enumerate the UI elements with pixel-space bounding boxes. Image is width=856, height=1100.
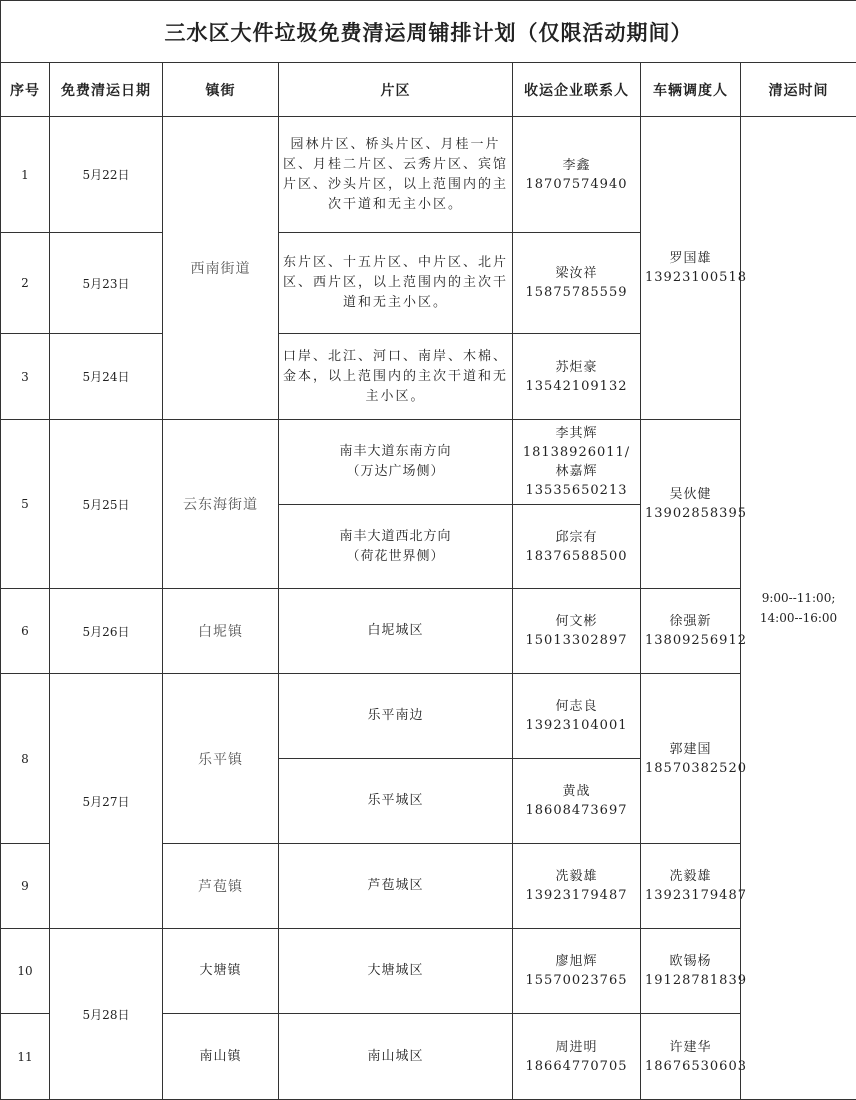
row-contact xyxy=(513,929,641,1014)
page-title: 三水区大件垃圾免费清运周铺排计划（仅限活动期间） xyxy=(1,1,856,63)
row-date: 5月25日 xyxy=(50,420,163,589)
dispatcher-phone: 18676530603 xyxy=(645,1057,736,1076)
header-dispatcher: 车辆调度人 xyxy=(641,63,741,117)
row-contact xyxy=(513,505,641,589)
row-town: 乐平镇 xyxy=(163,674,279,844)
header-company-contact: 收运企业联系人 xyxy=(513,63,641,117)
contact-name: 苏炬豪 xyxy=(517,358,636,377)
row-town: 白坭镇 xyxy=(163,589,279,674)
row-dispatcher xyxy=(641,1014,741,1100)
contact-phone: 13923104001 xyxy=(517,716,636,735)
row-area xyxy=(279,505,513,589)
table-row xyxy=(1,589,856,674)
row-area: 乐平城区 xyxy=(279,759,513,844)
row-dispatcher xyxy=(641,117,741,420)
dispatcher-name: 吴伙健 xyxy=(645,485,736,504)
header-time: 清运时间 xyxy=(741,63,856,117)
contact-phone: 15875785559 xyxy=(517,283,636,302)
row-date: 5月27日 xyxy=(50,674,163,929)
contact-phone: 13542109132 xyxy=(517,377,636,396)
row-area: 口岸、北江、河口、南岸、木棉、金本，以上范围内的主次干道和无主小区。 xyxy=(279,334,513,420)
contact-name: 李鑫 xyxy=(517,156,636,175)
row-index: 3 xyxy=(1,334,50,420)
table-header-row xyxy=(1,63,856,117)
contact-phone: 18138926011/ xyxy=(517,443,636,462)
row-date: 5月22日 xyxy=(50,117,163,233)
header-town: 镇街 xyxy=(163,63,279,117)
contact-phone: 15013302897 xyxy=(517,631,636,650)
row-contact xyxy=(513,1014,641,1100)
dispatcher-phone: 13809256912 xyxy=(645,631,736,650)
contact-phone: 13535650213 xyxy=(517,481,636,500)
row-date: 5月26日 xyxy=(50,589,163,674)
clean-time-afternoon: 14:00--16:00 xyxy=(745,608,852,628)
contact-name: 梁汝祥 xyxy=(517,264,636,283)
row-area xyxy=(279,420,513,505)
row-dispatcher xyxy=(641,589,741,674)
row-area: 芦苞城区 xyxy=(279,844,513,929)
dispatcher-phone: 18570382520 xyxy=(645,759,736,778)
header-index: 序号 xyxy=(1,63,50,117)
dispatcher-name: 许建华 xyxy=(645,1038,736,1057)
row-area: 园林片区、桥头片区、月桂一片区、月桂二片区、云秀片区、宾馆片区、沙头片区，以上范围内的主次干道和无主小区。 xyxy=(279,117,513,233)
table-row xyxy=(1,420,856,505)
area-line: 南丰大道西北方向 xyxy=(283,527,508,547)
row-town: 大塘镇 xyxy=(163,929,279,1014)
contact-name: 林嘉辉 xyxy=(517,462,636,481)
clean-time xyxy=(741,117,856,1100)
table-row xyxy=(1,117,856,233)
row-contact xyxy=(513,844,641,929)
row-area: 白坭城区 xyxy=(279,589,513,674)
row-index: 11 xyxy=(1,1014,50,1100)
row-index: 5 xyxy=(1,420,50,589)
row-date: 5月23日 xyxy=(50,233,163,334)
dispatcher-name: 徐强新 xyxy=(645,612,736,631)
row-dispatcher xyxy=(641,420,741,589)
row-contact xyxy=(513,334,641,420)
row-contact xyxy=(513,589,641,674)
row-contact xyxy=(513,233,641,334)
row-index: 9 xyxy=(1,844,50,929)
row-index: 8 xyxy=(1,674,50,844)
row-contact xyxy=(513,674,641,759)
row-index: 10 xyxy=(1,929,50,1014)
row-area: 南山城区 xyxy=(279,1014,513,1100)
header-date: 免费清运日期 xyxy=(50,63,163,117)
dispatcher-name: 欧锡杨 xyxy=(645,952,736,971)
table-row xyxy=(1,929,856,1014)
dispatcher-name: 郭建国 xyxy=(645,740,736,759)
row-contact xyxy=(513,759,641,844)
contact-phone: 18707574940 xyxy=(517,175,636,194)
row-date: 5月28日 xyxy=(50,929,163,1100)
row-town: 南山镇 xyxy=(163,1014,279,1100)
row-contact xyxy=(513,117,641,233)
area-line: （荷花世界侧） xyxy=(283,547,508,567)
dispatcher-phone: 13923100518 xyxy=(645,268,736,287)
dispatcher-phone: 13923179487 xyxy=(645,886,736,905)
contact-phone: 18608473697 xyxy=(517,801,636,820)
dispatcher-phone: 13902858395 xyxy=(645,504,736,523)
contact-name: 何文彬 xyxy=(517,612,636,631)
contact-name: 黄战 xyxy=(517,782,636,801)
row-dispatcher xyxy=(641,929,741,1014)
header-area: 片区 xyxy=(279,63,513,117)
row-area: 乐平南边 xyxy=(279,674,513,759)
dispatcher-name: 冼毅雄 xyxy=(645,867,736,886)
clean-time-morning: 9:00--11:00; xyxy=(745,588,852,608)
row-date: 5月24日 xyxy=(50,334,163,420)
area-line: （万达广场侧） xyxy=(283,462,508,482)
contact-name: 周进明 xyxy=(517,1038,636,1057)
row-dispatcher xyxy=(641,844,741,929)
contact-phone: 13923179487 xyxy=(517,886,636,905)
row-area: 大塘城区 xyxy=(279,929,513,1014)
dispatcher-name: 罗国雄 xyxy=(645,249,736,268)
contact-name: 冼毅雄 xyxy=(517,867,636,886)
row-area: 东片区、十五片区、中片区、北片区、西片区，以上范围内的主次干道和无主小区。 xyxy=(279,233,513,334)
row-index: 6 xyxy=(1,589,50,674)
row-town: 云东海街道 xyxy=(163,420,279,589)
row-town: 芦苞镇 xyxy=(163,844,279,929)
contact-name: 李其辉 xyxy=(517,424,636,443)
area-line: 南丰大道东南方向 xyxy=(283,442,508,462)
row-contact xyxy=(513,420,641,505)
dispatcher-phone: 19128781839 xyxy=(645,971,736,990)
row-index: 2 xyxy=(1,233,50,334)
row-dispatcher xyxy=(641,674,741,844)
contact-phone: 18664770705 xyxy=(517,1057,636,1076)
table-row xyxy=(1,674,856,759)
contact-name: 廖旭辉 xyxy=(517,952,636,971)
contact-phone: 15570023765 xyxy=(517,971,636,990)
contact-name: 何志良 xyxy=(517,697,636,716)
contact-name: 邱宗有 xyxy=(517,528,636,547)
contact-phone: 18376588500 xyxy=(517,547,636,566)
row-town: 西南街道 xyxy=(163,117,279,420)
row-index: 1 xyxy=(1,117,50,233)
